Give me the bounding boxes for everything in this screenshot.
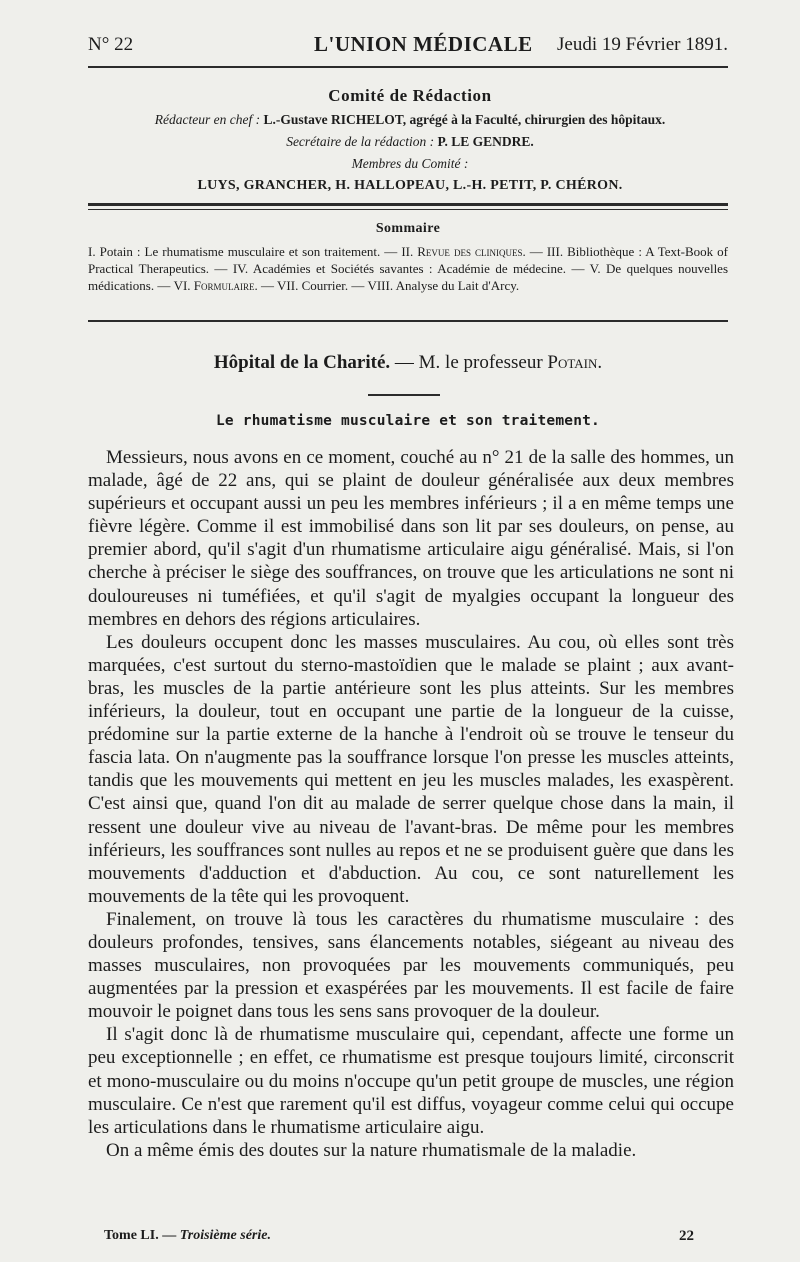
editor-role: Rédacteur en chef : <box>154 112 261 127</box>
article-paragraph: Il s'agit donc là de rhumatisme musculaire qui, cependant, affecte une forme un peu exceptionnelle ; en effet, ce rhumatisme est presque toujours limité, circonscrit et mono-musculaire ou du moins n'occupe qu'un petit groupe de muscles, une région musculaire. Ce n'est que rarement qu'il est diffus, voyageur comme celui qui occupe les articulations dans le rhumatisme articulaire aigu. <box>88 1024 734 1138</box>
secretary-line <box>90 134 730 150</box>
sommaire-item: II. Revue des cliniques. — <box>401 244 543 259</box>
header-rule <box>88 66 728 68</box>
editorial-committee <box>90 86 730 200</box>
sommaire-item: VI. Formulaire. — <box>173 278 275 293</box>
professor-prefix: M. le professeur <box>418 352 543 373</box>
journal-title: L'UNION MÉDICALE <box>314 32 533 56</box>
committee-title: Comité de Rédaction <box>328 86 492 105</box>
footer-series: Troisième série. <box>179 1228 271 1243</box>
sommaire-item: III. Bibliothèque : A Text-Book of Practical Therapeutics. — <box>88 244 729 276</box>
section-divider <box>368 394 440 396</box>
footer-tome: Tome LI. — <box>104 1228 177 1243</box>
sommaire-item: VII. Courrier. — <box>277 278 365 293</box>
committee-rule-top <box>88 203 728 206</box>
section-heading <box>88 352 728 374</box>
page-header <box>88 32 728 62</box>
committee-rule-bottom <box>88 209 728 210</box>
secretary-name: P. LE GENDRE. <box>437 134 534 149</box>
page-number: 22 <box>679 1228 694 1244</box>
article-paragraph: On a même émis des doutes sur la nature rhumatismale de la maladie. <box>106 1139 637 1161</box>
sommaire-rule <box>88 320 728 322</box>
sommaire-item: VIII. Analyse du Lait d'Arcy. <box>367 278 520 293</box>
article-paragraph: Les douleurs occupent donc les masses musculaires. Au cou, où elles sont très marquées, c'est surtout du sterno-mastoïdien que le malade se plaint ; aux avant-bras, les muscles de la partie antérieure sont les plus atteints. Sur les membres inférieurs, la douleur, tout en occupant une partie de la longueur de la cuisse, prédomine sur la partie externe de la hanche à l'endroit où se trouve le tenseur du fascia lata. On n'augmente pas la souffrance lorsque l'on presse les muscles atteints, tandis que les mouvements qui mettent en jeu les muscles malades, les exaspèrent. C'est ainsi que, quand l'on dit au malade de serrer quelque chose dans la main, il ressent une douleur vive au niveau de l'avant-bras. De même pour les membres inférieurs, les souffrances sont nulles au repos et ne se produisent guère que dans les mouvements d'adduction et d'abduction. Au cou, ce sont naturellement les mouvements de la tête qui les provoquent. <box>88 631 734 907</box>
heading-dash: — <box>394 352 414 373</box>
hospital-name: Hôpital de la Charité. <box>213 352 391 373</box>
sommaire-item: IV. Académies et Sociétés savantes : Académie de médecine. — <box>232 261 585 276</box>
members-role: Membres du Comité : <box>351 156 469 171</box>
sommaire-item: I. Potain : Le rhumatisme musculaire et son traitement. — <box>88 244 398 259</box>
page-footer <box>104 1228 694 1244</box>
issue-number: N° 22 <box>88 34 134 55</box>
editor-line <box>90 112 730 128</box>
members-names: LUYS, GRANCHER, H. HALLOPEAU, L.-H. PETIT, P. CHÉRON. <box>197 178 623 193</box>
article-title: Le rhumatisme musculaire et son traitement. <box>216 413 600 429</box>
table-of-contents <box>88 221 728 294</box>
editor-name: L.-Gustave RICHELOT, agrégé à la Faculté, chirurgien des hôpitaux. <box>263 112 666 127</box>
members-role-line <box>90 156 730 172</box>
issue-date: Jeudi 19 Février 1891. <box>557 34 728 55</box>
article-body <box>88 446 734 1162</box>
article-paragraph: Messieurs, nous avons en ce moment, couché au n° 21 de la salle des hommes, un malade, âgé de 22 ans, qui se plaint de douleur généralisée aux deux membres supérieurs et occupant aussi un peu les membres inférieurs ; il a en même temps une fièvre légère. Comme il est immobilisé dans son lit par ses douleurs, on pense, au premier abord, qu'il s'agit d'un rhumatisme articulaire aigu généralisé. Mais, si l'on cherche à préciser le siège des souffrances, on trouve que les articulations ne sont ni douloureuses ni tuméfiées, et qu'il s'agit de myalgies occupant la longueur des membres en dehors des régions articulaires. <box>88 447 734 630</box>
secretary-role: Secrétaire de la rédaction : <box>286 134 435 149</box>
sommaire-body <box>88 243 728 294</box>
sommaire-title: Sommaire <box>375 221 441 236</box>
article-paragraph: Finalement, on trouve là tous les caractères du rhumatisme musculaire : des douleurs profondes, tensives, sans élancements notables, siégeant au niveau des masses musculaires, non provoquées par les mouvements communiqués, peu augmentées par la pression et exaspérées par les mouvements. Il est facile de faire mouvoir le poignet dans tous les sens sans provoquer de la douleur. <box>88 908 734 1023</box>
professor-name: Potain. <box>547 352 603 373</box>
footer-volume <box>104 1228 271 1243</box>
sommaire-item: V. De quelques nouvelles médications. — <box>88 261 729 293</box>
